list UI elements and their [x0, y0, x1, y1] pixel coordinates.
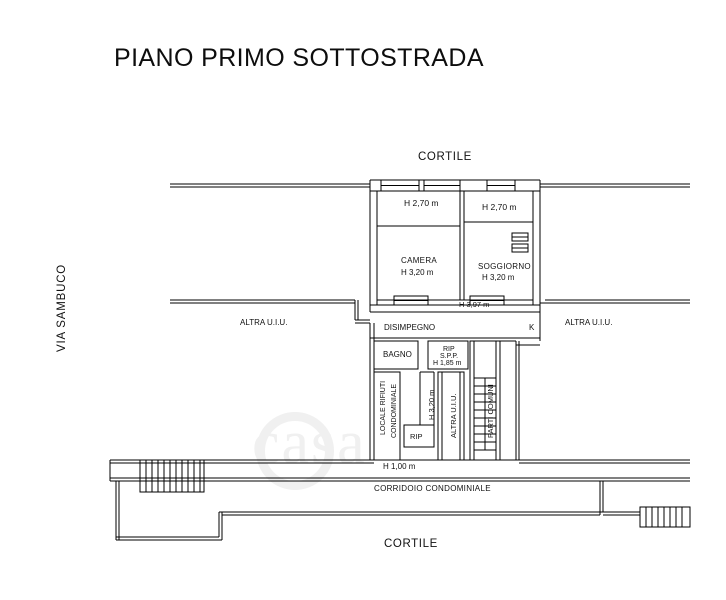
label-condominiale: CONDOMINIALE: [391, 383, 398, 438]
label-height-window-left: H 2,70 m: [404, 198, 439, 208]
page-title: PIANO PRIMO SOTTOSTRADA: [114, 44, 484, 72]
label-rip-spp-height: H 1,85 m: [433, 360, 462, 367]
label-height-opening-mid: H 3,97 m: [459, 300, 490, 309]
label-altra-uiu-right: ALTRA U.I.U.: [565, 318, 613, 327]
label-cortile-top: CORTILE: [418, 151, 472, 163]
label-via-sambuco: VIA SAMBUCO: [56, 263, 68, 352]
label-rip-vert-height: H 3,20 m: [427, 389, 436, 420]
label-corridoio-condominiale: CORRIDOIO CONDOMINIALE: [374, 484, 491, 493]
room-label-k: K: [529, 323, 535, 332]
room-label-disimpegno: DISIMPEGNO: [384, 323, 436, 332]
label-rip-left: RIP: [410, 432, 423, 441]
label-rip-spp-2: S.P.P.: [440, 353, 459, 360]
label-locale-rifiuti: LOCALE RIFIUTI: [380, 380, 387, 435]
label-height-window-right: H 2,70 m: [482, 202, 517, 212]
room-label-bagno: BAGNO: [383, 350, 412, 359]
room-height-soggiorno: H 3,20 m: [482, 273, 515, 282]
room-label-camera: CAMERA: [401, 256, 438, 265]
label-altra-uiu-vert: ALTRA U.I.U.: [449, 393, 458, 438]
label-rip-left-height: H 1,00 m: [383, 462, 416, 471]
label-cortile-bottom: CORTILE: [384, 538, 438, 550]
watermark-text: casa: [252, 409, 367, 477]
label-parti-comuni: PARTI COMUNI: [486, 384, 495, 438]
label-altra-uiu-left: ALTRA U.I.U.: [240, 318, 288, 327]
room-label-soggiorno: SOGGIORNO: [478, 262, 531, 271]
room-height-camera: H 3,20 m: [401, 268, 434, 277]
label-rip-spp-1: RIP: [443, 346, 455, 353]
